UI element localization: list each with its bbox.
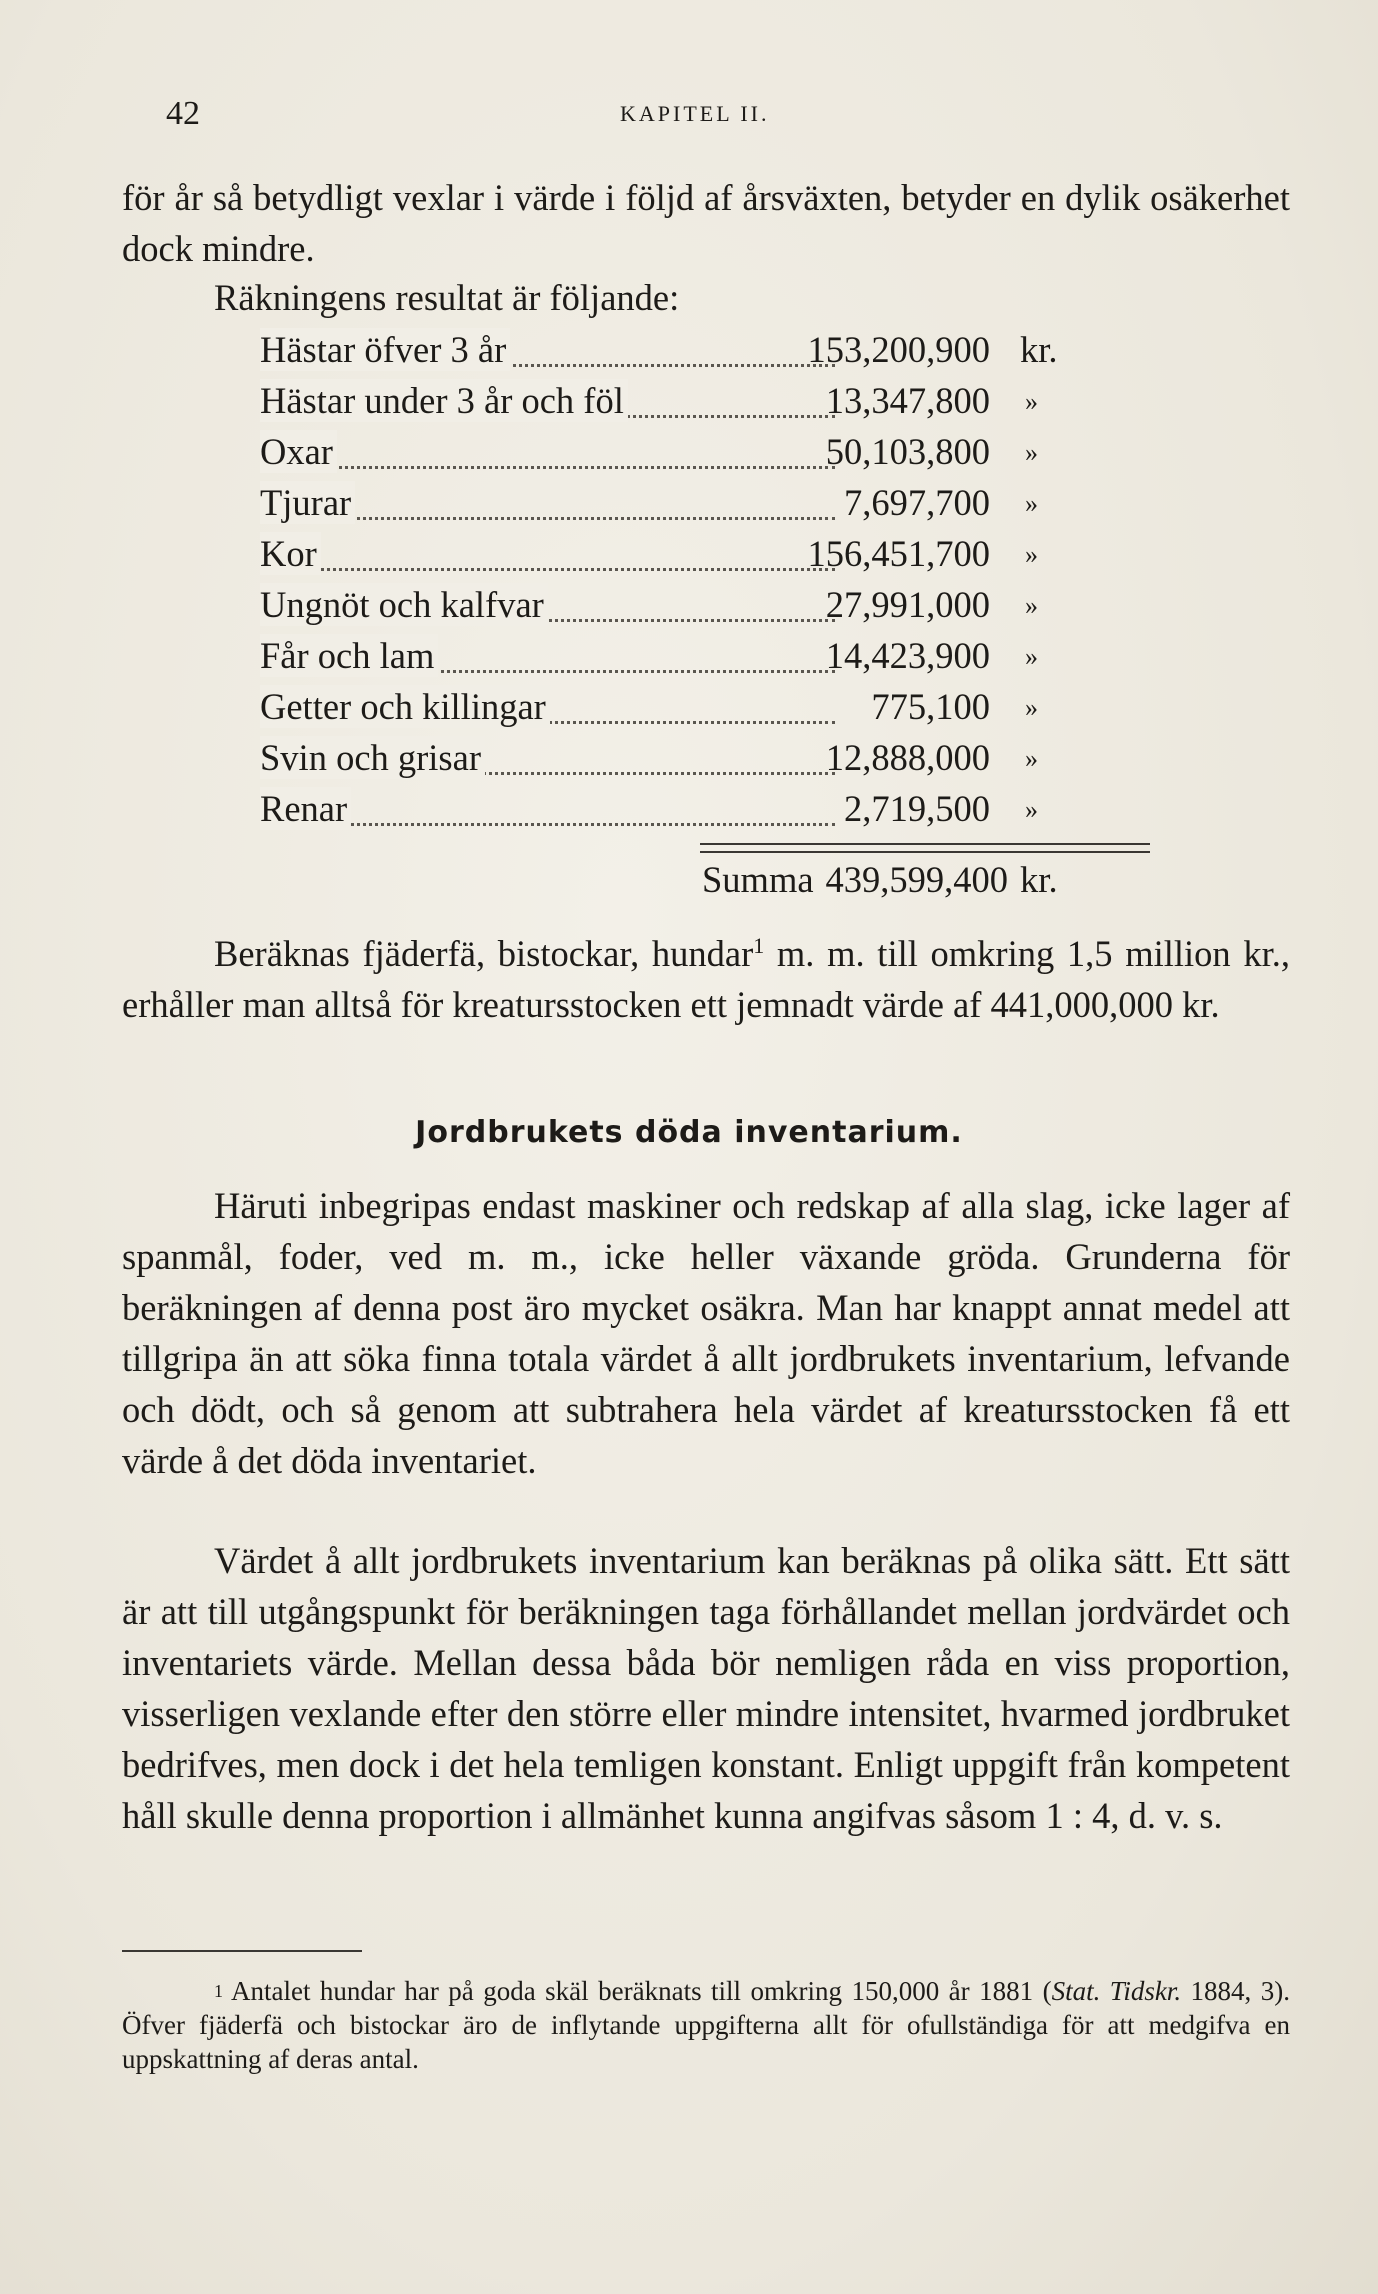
sum-double-rule — [700, 843, 1150, 859]
row-label: Hästar öfver 3 år — [260, 328, 510, 371]
paragraph-inventory: Häruti inbegripas endast maskiner och redskap af alla slag, icke lager af spanmål, foder, ved m. m., icke heller växande gröda. Grunderna för beräkningen af denna post äro mycket osäkra. Man har knappt annat medel att tillgripa än att söka finna totala värdet å allt jordbrukets inventarium, lefvande och dödt, och så genom att subtrahera hela värdet af kreatursstocken få ett värde å det döda inventariet. — [122, 1185, 1290, 1481]
estimate-text-start: Beräknas fjäderfä, bistockar, hundar — [214, 933, 754, 974]
chapter-title: KAPITEL II. — [620, 101, 770, 126]
ditto-mark: » — [1025, 489, 1038, 518]
paragraph-results-intro: Räkningens resultat är följande: — [214, 277, 680, 318]
section-heading: Jordbrukets döda inventarium. — [415, 1115, 963, 1150]
table-row — [260, 685, 1175, 736]
dot-leader — [260, 466, 835, 469]
paragraph-estimate — [122, 928, 1290, 1030]
row-label: Tjurar — [260, 481, 355, 524]
ditto-mark: » — [1025, 744, 1038, 773]
footnote-text-start: Antalet hundar har på goda skäl beräknats till omkring 150,000 år 1881 ( — [230, 1976, 1052, 2006]
table-row — [260, 583, 1175, 634]
row-label: Renar — [260, 787, 351, 830]
sum-row — [702, 858, 1058, 901]
estimate-text-end: m. m. till omkring 1,5 million kr., erhåller man alltså för kreatursstocken ett jemnadt värde af 441,000,000 kr. — [122, 933, 1290, 1025]
row-value: 13,347,800 — [825, 380, 990, 421]
sum-value: 439,599,400 — [825, 859, 1009, 900]
row-label: Ungnöt och kalfvar — [260, 583, 548, 626]
row-value: 7,697,700 — [844, 482, 990, 523]
row-value: 50,103,800 — [825, 431, 990, 472]
table-row — [260, 736, 1175, 787]
table-row — [260, 481, 1175, 532]
row-label: Oxar — [260, 430, 337, 473]
footnote-source: Stat. Tidskr. — [1051, 1976, 1182, 2006]
ditto-mark: » — [1025, 387, 1038, 416]
paragraph-valuation: Värdet å allt jordbrukets inventarium kan beräknas på olika sätt. Ett sätt är att till utgångspunkt för beräkningen taga förhållandet mellan jordvärdet och inventariets värde. Mellan dessa båda bör nemligen råda en viss proportion, visserligen vexlande efter den större eller mindre intensitet, hvarmed jordbruket bedrifves, men dock i det hela temligen konstant. Enligt uppgift från kompetent håll skulle denna proportion i allmänhet kunna angifvas såsom 1 : 4, d. v. s. — [122, 1540, 1290, 1836]
row-value: 14,423,900 — [825, 635, 990, 676]
table-row — [260, 328, 1175, 379]
running-head — [160, 95, 1290, 145]
row-value: 12,888,000 — [825, 737, 990, 778]
row-value: 775,100 — [871, 686, 990, 727]
sum-unit: kr. — [1020, 859, 1058, 900]
table-row — [260, 430, 1175, 481]
ditto-mark: » — [1025, 438, 1038, 467]
ditto-mark: » — [1025, 795, 1038, 824]
row-label: Hästar under 3 år och föl — [260, 379, 628, 422]
footnote-reference: 1 — [753, 932, 765, 958]
footnote-text-end: 1884, 3). Öfver fjäderfä och bistockar äro de inflytande uppgifterna allt för ofullständiga för att medgifva en uppskattning af deras antal. — [122, 1976, 1290, 2074]
ditto-mark: » — [1025, 591, 1038, 620]
row-label: Svin och grisar — [260, 736, 485, 779]
paragraph-intro: för år så betydligt vexlar i värde i följd af årsväxten, betyder en dylik osäkerhet dock mindre. — [122, 177, 1290, 269]
row-unit: kr. — [1020, 329, 1058, 370]
row-label: Kor — [260, 532, 321, 575]
row-value: 27,991,000 — [825, 584, 990, 625]
table-row — [260, 634, 1175, 685]
ditto-mark: » — [1025, 642, 1038, 671]
row-value: 2,719,500 — [844, 788, 990, 829]
footnote-rule — [122, 1950, 362, 1952]
ditto-mark: » — [1025, 540, 1038, 569]
page-number: 42 — [166, 95, 200, 132]
dot-leader — [260, 568, 835, 571]
footnote — [122, 1974, 1290, 2076]
row-label: Getter och killingar — [260, 685, 550, 728]
livestock-value-table — [260, 328, 1175, 838]
row-label: Får och lam — [260, 634, 438, 677]
footnote-mark: 1 — [214, 1981, 223, 2001]
sum-label: Summa — [702, 859, 814, 900]
table-row — [260, 379, 1175, 430]
table-row — [260, 532, 1175, 583]
ditto-mark: » — [1025, 693, 1038, 722]
table-row — [260, 787, 1175, 838]
row-value: 153,200,900 — [807, 329, 990, 370]
row-value: 156,451,700 — [807, 533, 990, 574]
